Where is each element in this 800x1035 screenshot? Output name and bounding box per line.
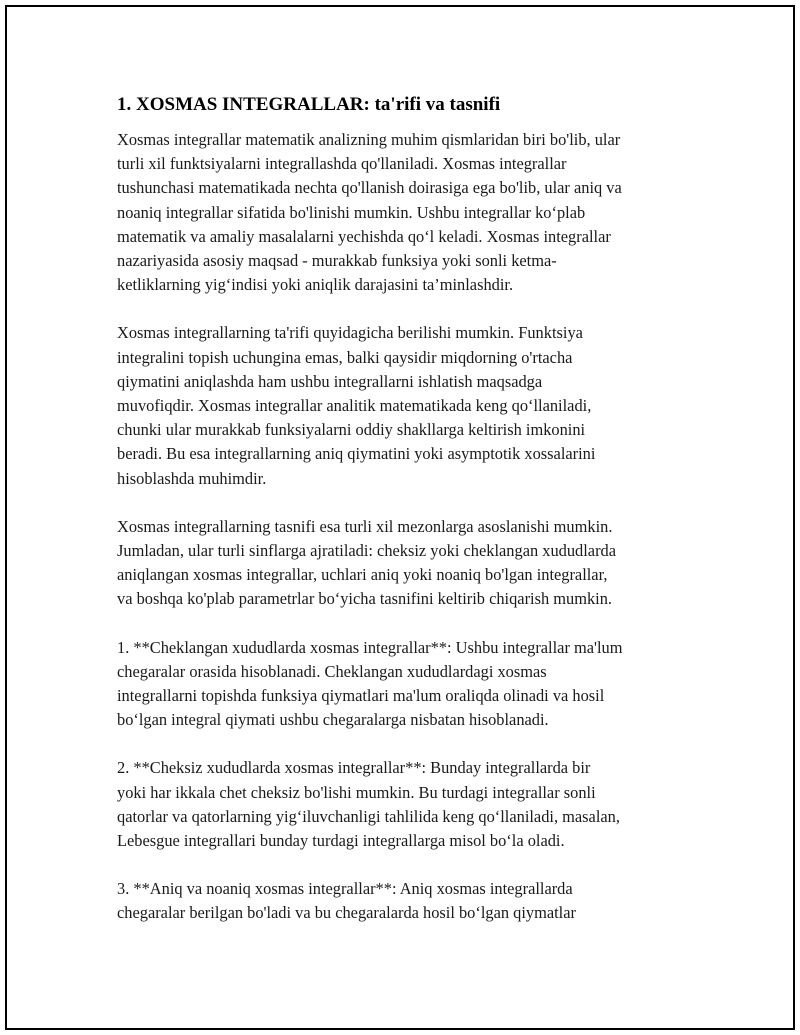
paragraph-classification — [117, 515, 692, 612]
list-item-bounded-domains — [117, 636, 692, 733]
text-line: 1. **Cheklangan xududlarda xosmas integrallar**: Ushbu integrallar ma'lum — [117, 637, 623, 657]
text-line: tushunchasi matematikada nechta qo'llanish doirasiga ega bo'lib, ular aniq va — [117, 178, 622, 198]
text-line: noaniq integrallar sifatida bo'linishi mumkin. Ushbu integrallar ko‘plab — [117, 202, 586, 222]
text-line: Xosmas integrallar matematik analizning muhim qismlaridan biri bo'lib, ular — [117, 130, 621, 149]
text-line: hisoblashda muhimdir. — [117, 468, 267, 488]
text-line: qiymatini aniqlashda ham ushbu integrallarni ishlatish maqsadga — [117, 371, 543, 391]
text-line: chegaralar orasida hisoblanadi. Cheklangan xududlardagi xosmas — [117, 661, 547, 681]
text-line: beradi. Bu esa integrallarning aniq qiymatini yoki asymptotik xossalarini — [117, 444, 596, 464]
text-line: chegaralar berilgan bo'ladi va bu chegaralarda hosil bo‘lgan qiymatlar — [117, 903, 576, 923]
paragraph-definition-intro — [117, 128, 692, 297]
text-line: turli xil funktsiyalarni integrallashda qo'llaniladi. Xosmas integrallar — [117, 154, 567, 174]
text-line: yoki har ikkala chet cheksiz bo'lishi mumkin. Bu turdagi integrallar sonli — [117, 782, 596, 802]
text-line: bo‘lgan integral qiymati ushbu chegaralarga nisbatan hisoblanadi. — [117, 710, 549, 730]
list-item-unbounded-domains — [117, 756, 692, 853]
text-line: nazariyasida asosiy maqsad - murakkab funksiya yoki sonli ketma- — [117, 251, 557, 271]
text-line: muvofiqdir. Xosmas integrallar analitik matematikada keng qo‘llaniladi, — [117, 396, 592, 416]
paragraph-definition — [117, 321, 692, 490]
text-line: qatorlar va qatorlarning yig‘iluvchanligi tahlilida keng qo‘llaniladi, masalan, — [117, 806, 620, 826]
section-heading: 1. XOSMAS INTEGRALLAR: ta'rifi va tasnifi — [117, 94, 501, 115]
text-line: matematik va amaliy masalalarni yechishda qo‘l keladi. Xosmas integrallar — [117, 226, 611, 246]
text-line: Xosmas integrallarning ta'rifi quyidagicha berilishi mumkin. Funktsiya — [117, 323, 583, 343]
text-line: integrallarni topishda funksiya qiymatlari ma'lum oraliqda olinadi va hosil — [117, 686, 605, 706]
document-body — [117, 92, 692, 950]
text-line: Xosmas integrallarning tasnifi esa turli xil mezonlarga asoslanishi mumkin. — [117, 516, 613, 536]
text-line: Lebesgue integrallari bunday turdagi integrallarga misol bo‘la oladi. — [117, 831, 565, 851]
list-item-definite-indefinite — [117, 877, 692, 925]
text-line: Jumladan, ular turli sinflarga ajratiladi: cheksiz yoki cheklangan xududlarda — [117, 541, 616, 561]
text-line: 2. **Cheksiz xududlarda xosmas integrallar**: Bunday integrallarda bir — [117, 758, 591, 778]
text-line: 3. **Aniq va noaniq xosmas integrallar**: Aniq xosmas integrallarda — [117, 879, 573, 899]
text-line: integralini topish uchungina emas, balki qaysidir miqdorning o'rtacha — [117, 347, 573, 367]
text-line: aniqlangan xosmas integrallar, uchlari aniq yoki noaniq bo'lgan integrallar, — [117, 565, 608, 585]
text-line: chunki ular murakkab funksiyalarni oddiy shakllarga keltirish imkonini — [117, 420, 586, 440]
text-line: va boshqa ko'plab parametrlar bo‘yicha tasnifini keltirib chiqarish mumkin. — [117, 589, 612, 609]
text-line: ketliklarning yig‘indisi yoki aniqlik darajasini ta’minlashdir. — [117, 275, 514, 295]
